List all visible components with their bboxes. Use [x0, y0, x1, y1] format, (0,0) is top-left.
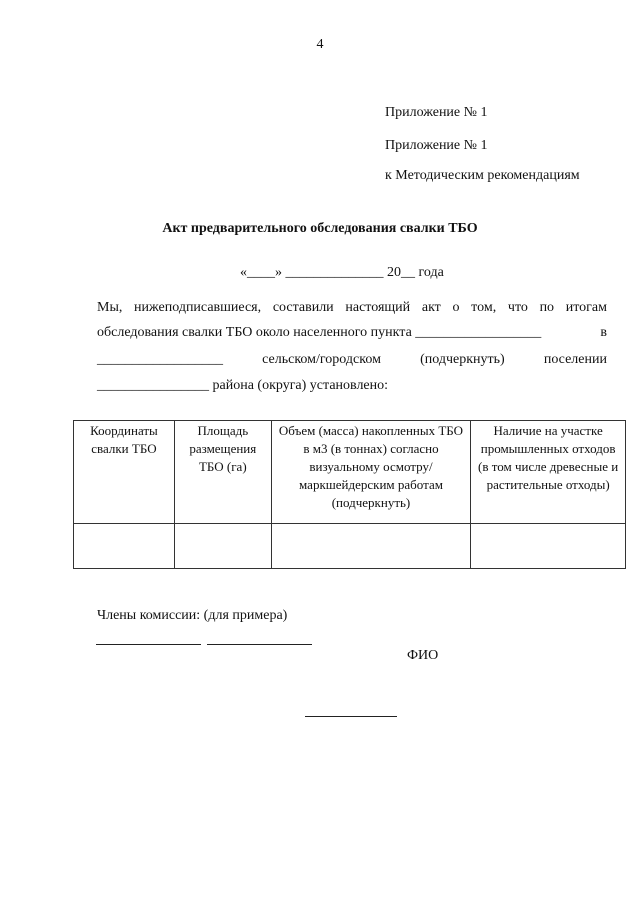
cell-area[interactable]	[174, 524, 271, 569]
annex-line-1: Приложение № 1	[385, 105, 488, 120]
annex-line-3: к Методическим рекомендациям	[385, 168, 580, 183]
intro-line-2	[97, 325, 607, 341]
cell-volume[interactable]	[271, 524, 471, 569]
page-number: 4	[316, 37, 324, 52]
signature-line-1[interactable]	[96, 644, 201, 645]
header-area: Площадь размещения ТБО (га)	[174, 421, 271, 524]
table-header-row	[74, 421, 626, 524]
header-coordinates: Координаты свалки ТБО	[74, 421, 175, 524]
settlement-type: сельском/городском	[262, 352, 381, 367]
intro-text-2-end: в	[600, 325, 607, 340]
fio-label: ФИО	[407, 648, 439, 663]
header-industrial-waste: Наличие на участке промышленных отходов (в том числе древесные и растительные отходы)	[471, 421, 626, 524]
settlement-blank: __________________	[97, 352, 223, 367]
intro-text-2: обследования свалки ТБО около населенного пункта __________________	[97, 325, 542, 340]
header-volume: Объем (масса) накопленных ТБО в м3 (в тоннах) согласно визуальному осмотру/маркшейдерским работам (подчеркнуть)	[271, 421, 471, 524]
commission-members-label: Члены комиссии: (для примера)	[97, 608, 288, 623]
annex-line-2: Приложение № 1	[385, 138, 488, 153]
document-title: Акт предварительного обследования свалки ТБО	[162, 221, 478, 236]
intro-line-3	[97, 352, 607, 368]
cell-coordinates[interactable]	[74, 524, 175, 569]
signature-line-3[interactable]	[305, 716, 397, 717]
survey-table	[73, 420, 626, 569]
intro-line-1	[97, 300, 607, 316]
table-row	[74, 524, 626, 569]
underline-note: (подчеркнуть)	[420, 352, 505, 367]
signature-line-2[interactable]	[207, 644, 312, 645]
settlement-word: поселении	[543, 352, 607, 367]
cell-industrial-waste[interactable]	[471, 524, 626, 569]
intro-text-1: Мы, нижеподписавшиеся, составили настоящий акт о том, что по итогам	[97, 300, 607, 315]
intro-line-4: ________________ района (округа) установлено:	[97, 378, 389, 393]
date-line: «____» ______________ 20__ года	[240, 265, 444, 280]
